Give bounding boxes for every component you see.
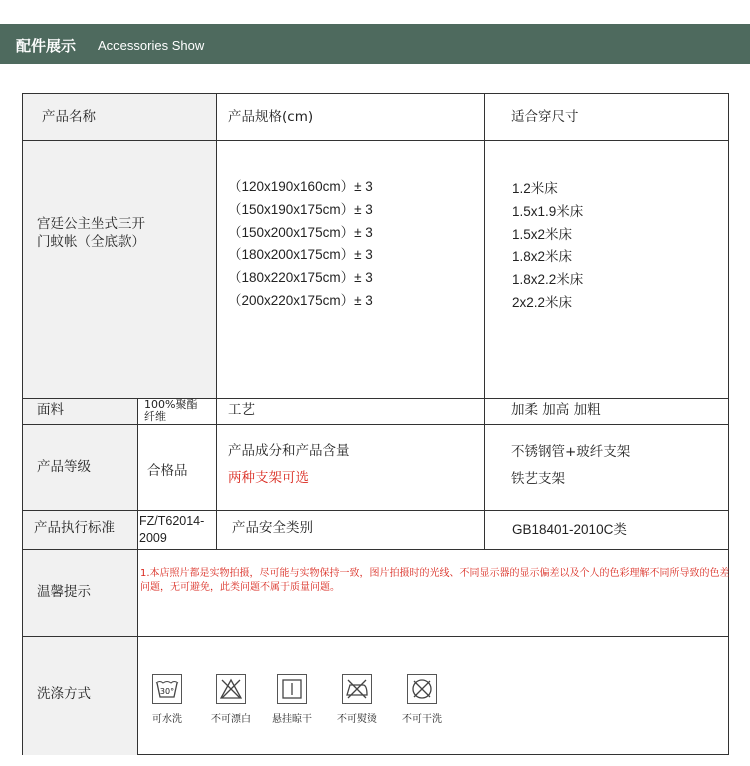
grade-label: 产品等级 bbox=[37, 459, 91, 475]
no-iron-icon bbox=[342, 674, 372, 704]
craft-value: 加柔 加高 加粗 bbox=[511, 402, 601, 418]
wash-30-icon bbox=[152, 674, 182, 704]
hang-dry-icon bbox=[277, 674, 307, 704]
bed-item: 1.8x2米床 bbox=[512, 249, 573, 265]
spec-item: （180x200x175cm）± 3 bbox=[228, 247, 373, 263]
fabric-label: 面料 bbox=[37, 402, 64, 418]
standard-label: 产品执行标准 bbox=[34, 520, 115, 536]
wash-item-label: 不可熨烫 bbox=[337, 714, 377, 725]
bed-item: 1.8x2.2米床 bbox=[512, 272, 584, 288]
safety-label: 产品安全类别 bbox=[232, 520, 313, 536]
bed-item: 1.5x1.9米床 bbox=[512, 203, 584, 219]
head-bed: 适合穿尺寸 bbox=[511, 109, 579, 125]
row-divider bbox=[23, 140, 728, 141]
wash-item-label: 不可漂白 bbox=[211, 714, 251, 725]
no-dry-clean-icon bbox=[407, 674, 437, 704]
bed-list bbox=[512, 178, 583, 315]
head-name: 产品名称 bbox=[42, 109, 96, 125]
grade-value: 合格品 bbox=[147, 463, 188, 479]
wash-temperature: 30° bbox=[159, 687, 175, 696]
col-divider bbox=[216, 94, 217, 398]
notice-text: 1.本店照片都是实物拍摄，尽可能与实物保持一致，图片拍摄时的光线、不同显示器的显示偏差以及个人的色彩理解不同所导致的色差问题，无可避免，此类问题不属于质量问题。 bbox=[140, 568, 730, 593]
safety-value: GB18401-2010C类 bbox=[512, 522, 627, 537]
spec-item: （150x190x175cm）± 3 bbox=[228, 201, 373, 217]
row-divider bbox=[23, 636, 728, 637]
frame-option: 铁艺支架 bbox=[511, 471, 565, 487]
row-divider bbox=[23, 510, 728, 511]
section-header bbox=[0, 24, 750, 64]
wash-item-label: 可水洗 bbox=[152, 714, 182, 725]
col-divider bbox=[484, 94, 485, 549]
no-bleach-icon bbox=[216, 674, 246, 704]
bed-item: 1.5x2米床 bbox=[512, 226, 573, 242]
section-title-en: Accessories Show bbox=[98, 38, 205, 53]
bed-item: 2x2.2米床 bbox=[512, 294, 573, 310]
wash-item-label: 悬挂晾干 bbox=[272, 714, 312, 725]
head-spec: 产品规格(cm) bbox=[228, 109, 314, 125]
spec-list bbox=[228, 176, 373, 313]
wash-label: 洗涤方式 bbox=[37, 686, 91, 702]
composition-note: 两种支架可选 bbox=[228, 470, 309, 486]
craft-label: 工艺 bbox=[228, 402, 255, 418]
row-divider bbox=[23, 549, 728, 550]
row-divider bbox=[23, 424, 728, 425]
spec-item: （200x220x175cm）± 3 bbox=[228, 292, 373, 308]
frame-option: 不锈钢管+玻纤支架 bbox=[511, 444, 631, 460]
name-shade bbox=[23, 141, 216, 398]
spec-table bbox=[22, 93, 729, 755]
col-divider bbox=[216, 398, 217, 549]
spec-item: （150x200x175cm）± 3 bbox=[228, 224, 373, 240]
row-divider bbox=[23, 398, 728, 399]
section-title-zh: 配件展示 bbox=[16, 37, 77, 55]
fabric-value: 100%聚酯 纤维 bbox=[144, 398, 198, 423]
spec-item: （180x220x175cm）± 3 bbox=[228, 270, 373, 286]
notice-label: 温馨提示 bbox=[37, 584, 91, 600]
composition-label: 产品成分和产品含量 bbox=[228, 443, 350, 459]
spec-item: （120x190x160cm）± 3 bbox=[228, 179, 373, 194]
bed-item: 1.2米床 bbox=[512, 181, 558, 196]
standard-value: FZ/T62014- 2009 bbox=[139, 514, 205, 545]
wash-item-label: 不可干洗 bbox=[402, 714, 442, 725]
col-divider bbox=[137, 398, 138, 755]
product-name: 宫廷公主坐式三开 门蚊帐（全底款） bbox=[37, 216, 145, 250]
